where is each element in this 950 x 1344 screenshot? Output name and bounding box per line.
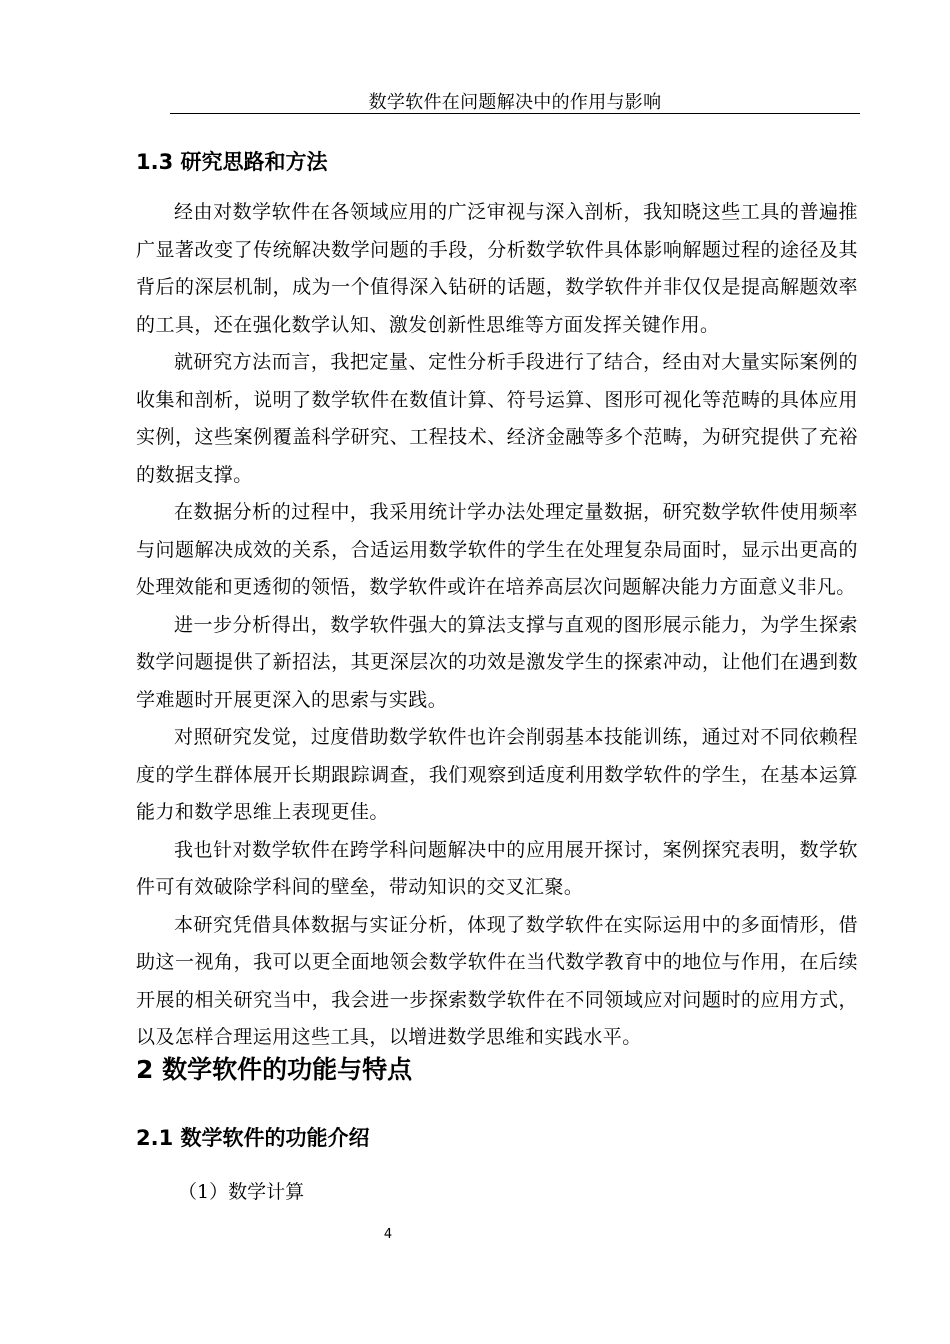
paragraph: 就研究方法而言，我把定量、定性分析手段进行了结合，经由对大量实际案例的收集和剖析，说明了数学软件在数值计算、符号运算、图形可视化等范畴的具体应用实例，这些案例覆盖科学研究、工程技术、经济金融等多个范畴，为研究提供了充裕的数据支撑。 xyxy=(136,351,858,486)
list-item: （1）数学计算 xyxy=(178,1181,305,1203)
running-header: 数学软件在问题解决中的作用与影响 xyxy=(368,92,662,113)
header-rule xyxy=(170,113,860,114)
paragraph: 进一步分析得出，数学软件强大的算法支撑与直观的图形展示能力，为学生探索数学问题提供了新招法，其更深层次的功效是激发学生的探索冲动，让他们在遇到数学难题时开展更深入的思索与实践。 xyxy=(136,613,858,711)
section-1-3-body xyxy=(136,194,858,1057)
chapter-heading-2: 2 数学软件的功能与特点 xyxy=(136,1055,413,1084)
paragraph: 经由对数学软件在各领域应用的广泛审视与深入剖析，我知晓这些工具的普遍推广显著改变了传统解决数学问题的手段，分析数学软件具体影响解题过程的途径及其背后的深层机制，成为一个值得深入钻研的话题，数学软件并非仅仅是提高解题效率的工具，还在强化数学认知、激发创新性思维等方面发挥关键作用。 xyxy=(136,201,858,336)
paragraph: 对照研究发觉，过度借助数学软件也许会削弱基本技能训练，通过对不同依赖程度的学生群体展开长期跟踪调查，我们观察到适度利用数学软件的学生，在基本运算能力和数学思维上表现更佳。 xyxy=(136,726,858,823)
section-heading-1-3: 1.3 研究思路和方法 xyxy=(136,150,328,174)
page-number: 4 xyxy=(383,1227,393,1242)
paragraph: 在数据分析的过程中，我采用统计学办法处理定量数据，研究数学软件使用频率与问题解决成效的关系，合适运用数学软件的学生在处理复杂局面时，显示出更高的处理效能和更透彻的领悟，数学软件或许在培养高层次问题解决能力方面意义非凡。 xyxy=(136,501,858,598)
section-heading-2-1: 2.1 数学软件的功能介绍 xyxy=(136,1126,370,1150)
paragraph: 我也针对数学软件在跨学科问题解决中的应用展开探讨，案例探究表明，数学软件可有效破除学科间的壁垒，带动知识的交叉汇聚。 xyxy=(136,838,858,898)
paragraph: 本研究凭借具体数据与实证分析，体现了数学软件在实际运用中的多面情形，借助这一视角，我可以更全面地领会数学软件在当代数学教育中的地位与作用，在后续开展的相关研究当中，我会进一步探索数学软件在不同领域应对问题时的应用方式，以及怎样合理运用这些工具，以增进数学思维和实践水平。 xyxy=(136,913,858,1048)
